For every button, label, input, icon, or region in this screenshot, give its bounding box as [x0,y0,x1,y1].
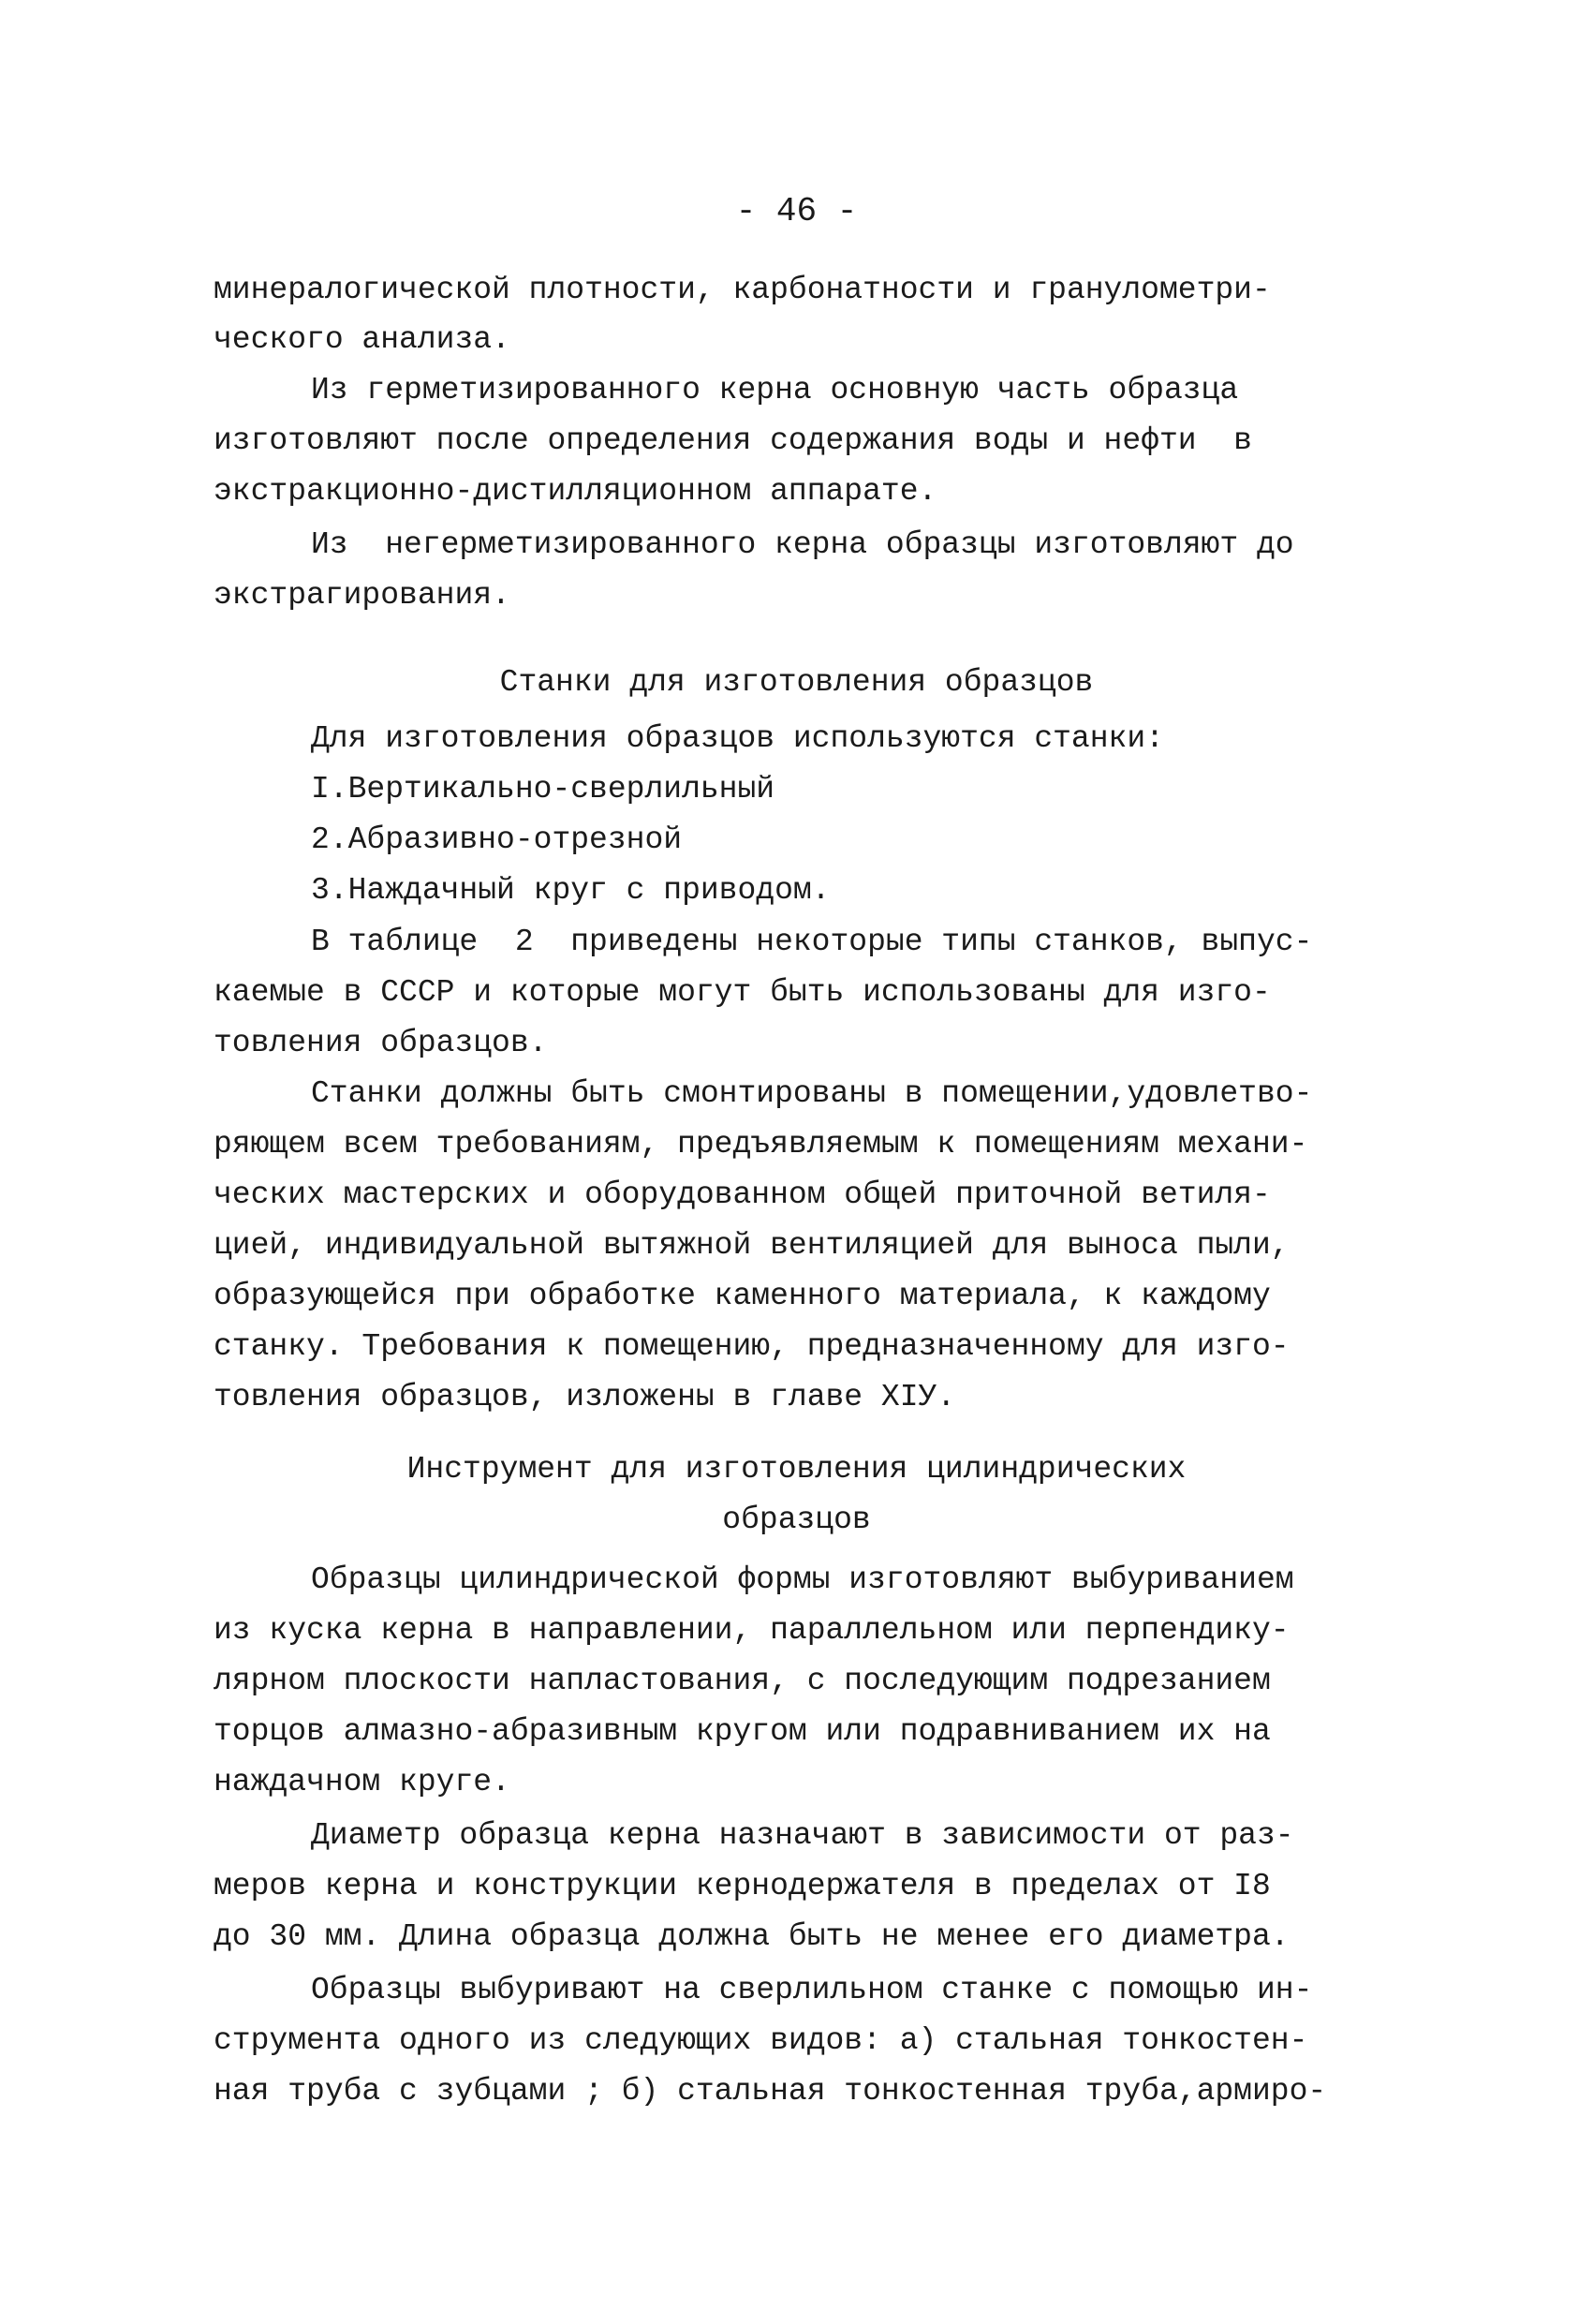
text-line: экстрагирования. [214,578,510,613]
text-line: Станки должны быть смонтированы в помещении,удовлетво- [311,1076,1313,1111]
text-line: Из герметизированного керна основную часть образца [311,373,1239,407]
list-item: 3.Наждачный круг с приводом. [311,873,831,908]
text-line: каемые в СССР и которые могут быть использованы для изго- [214,975,1271,1010]
text-line: изготовляют после определения содержания воды и нефти в [214,423,1252,458]
text-line: ческих мастерских и оборудованном общей приточной ветиля- [214,1177,1271,1212]
text-line: экстракционно-дистилляционном аппарате. [214,474,937,509]
text-line: Диаметр образца керна назначают в зависимости от раз- [311,1818,1294,1853]
text-line: Из негерметизированного керна образцы изготовляют до [311,527,1294,562]
section-heading: Инструмент для изготовления цилиндрических [406,1452,1187,1487]
section-heading: Станки для изготовления образцов [499,665,1094,700]
text-line: товления образцов. [214,1026,548,1060]
text-line: станку. Требования к помещению, предназначенному для изго- [214,1329,1290,1364]
list-item: 2.Абразивно-отрезной [311,822,683,857]
text-line: цией, индивидуальной вытяжной вентиляцией для выноса пыли, [214,1228,1290,1263]
text-line: В таблице 2 приведены некоторые типы станков, выпус- [311,925,1313,959]
section-heading: образцов [722,1502,871,1537]
text-line: ряющем всем требованиям, предъявляемым к помещениям механи- [214,1127,1308,1162]
text-line: минералогической плотности, карбонатности и гранулометри- [214,273,1271,307]
text-line: из куска керна в направлении, параллельном или перпендику- [214,1613,1290,1648]
list-item: I.Вертикально-сверлильный [311,772,775,807]
text-line: до 30 мм. Длина образца должна быть не менее его диаметра. [214,1919,1290,1954]
text-line: Образцы выбуривают на сверлильном станке с помощью ин- [311,1973,1313,2007]
text-line: лярном плоскости напластования, с последующим подрезанием [214,1664,1271,1698]
text-line: товления образцов, изложены в главе XIУ. [214,1380,956,1414]
page-number: - 46 - [735,192,858,230]
text-line: ческого анализа. [214,322,510,357]
text-line: ная труба с зубцами ; б) стальная тонкостенная труба,армиро- [214,2074,1327,2109]
text-line: Для изготовления образцов используются станки: [311,721,1164,756]
text-line: Образцы цилиндрической формы изготовляют выбуриванием [311,1562,1294,1597]
text-line: наждачном круге. [214,1765,510,1799]
text-line: образующейся при обработке каменного материала, к каждому [214,1279,1271,1313]
text-line: струмента одного из следующих видов: а) стальная тонкостен- [214,2023,1308,2058]
text-line: меров керна и конструкции кернодержателя в пределах от I8 [214,1869,1271,1903]
text-line: торцов алмазно-абразивным кругом или подравниванием их на [214,1714,1271,1749]
